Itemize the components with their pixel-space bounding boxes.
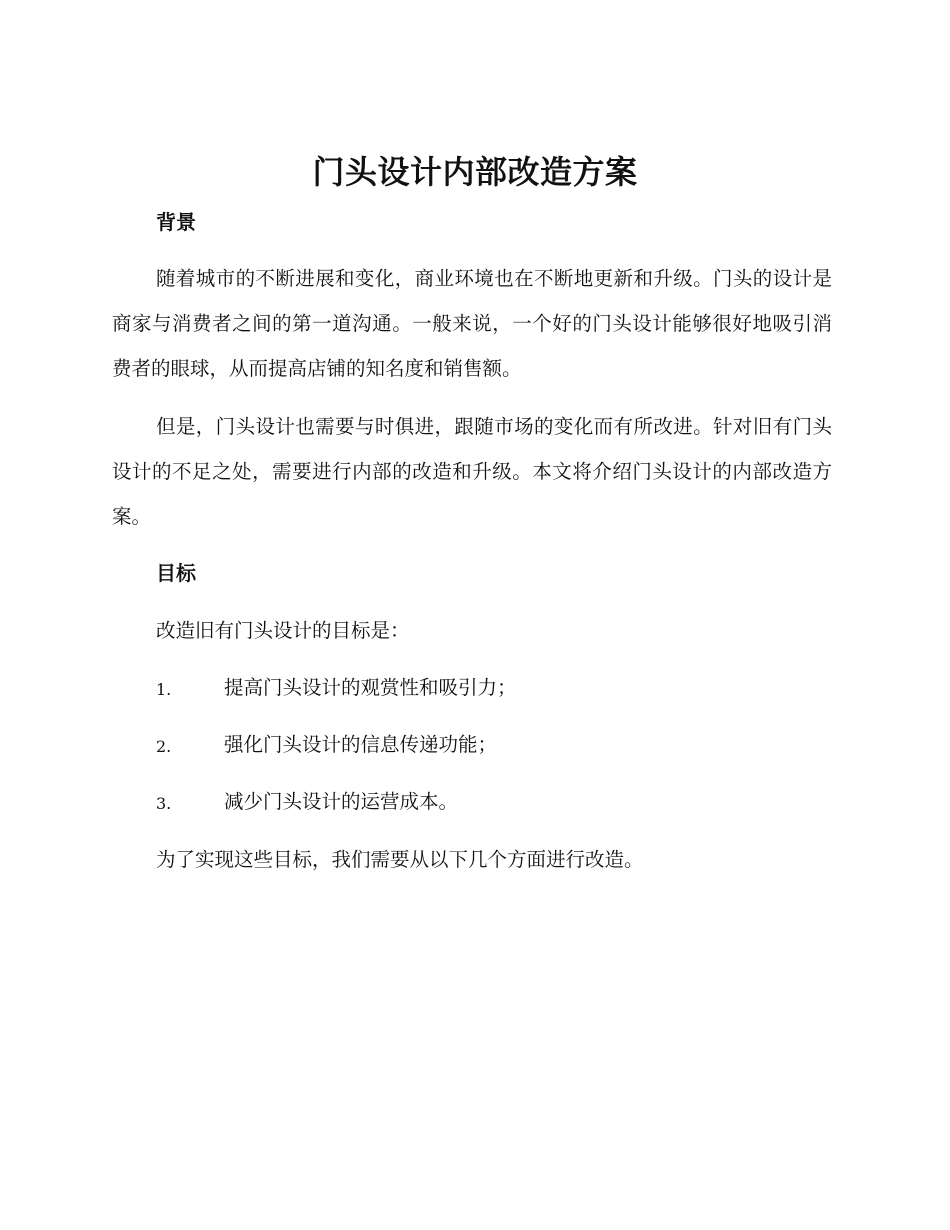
list-item-number: 1.	[156, 680, 172, 699]
goals-intro: 改造旧有门头设计的目标是：	[156, 619, 410, 642]
list-item	[156, 788, 836, 816]
list-item-number: 3.	[156, 794, 172, 813]
section-heading-goals: 目标	[156, 561, 196, 585]
list-item-text: 提高门头设计的观赏性和吸引力；	[224, 676, 517, 699]
background-paragraph-1: 随着城市的不断进展和变化，商业环境也在不断地更新和升级。门头的设计是商家与消费者之间的第一道沟通。一般来说，一个好的门头设计能够很好地吸引消费者的眼球，从而提高店铺的知名度和销售额。	[112, 267, 832, 380]
list-item-text: 强化门头设计的信息传递功能；	[224, 733, 498, 756]
document-title: 门头设计内部改造方案	[312, 153, 638, 191]
list-item-text: 减少门头设计的运营成本。	[224, 790, 459, 813]
background-paragraph-2: 但是，门头设计也需要与时俱进，跟随市场的变化而有所改进。针对旧有门头设计的不足之处，需要进行内部的改造和升级。本文将介绍门头设计的内部改造方案。	[112, 415, 832, 528]
goals-closing: 为了实现这些目标，我们需要从以下几个方面进行改造。	[156, 848, 644, 871]
list-item	[156, 674, 836, 702]
list-item	[156, 731, 836, 759]
section-heading-background: 背景	[156, 210, 196, 234]
list-item-number: 2.	[156, 737, 172, 756]
